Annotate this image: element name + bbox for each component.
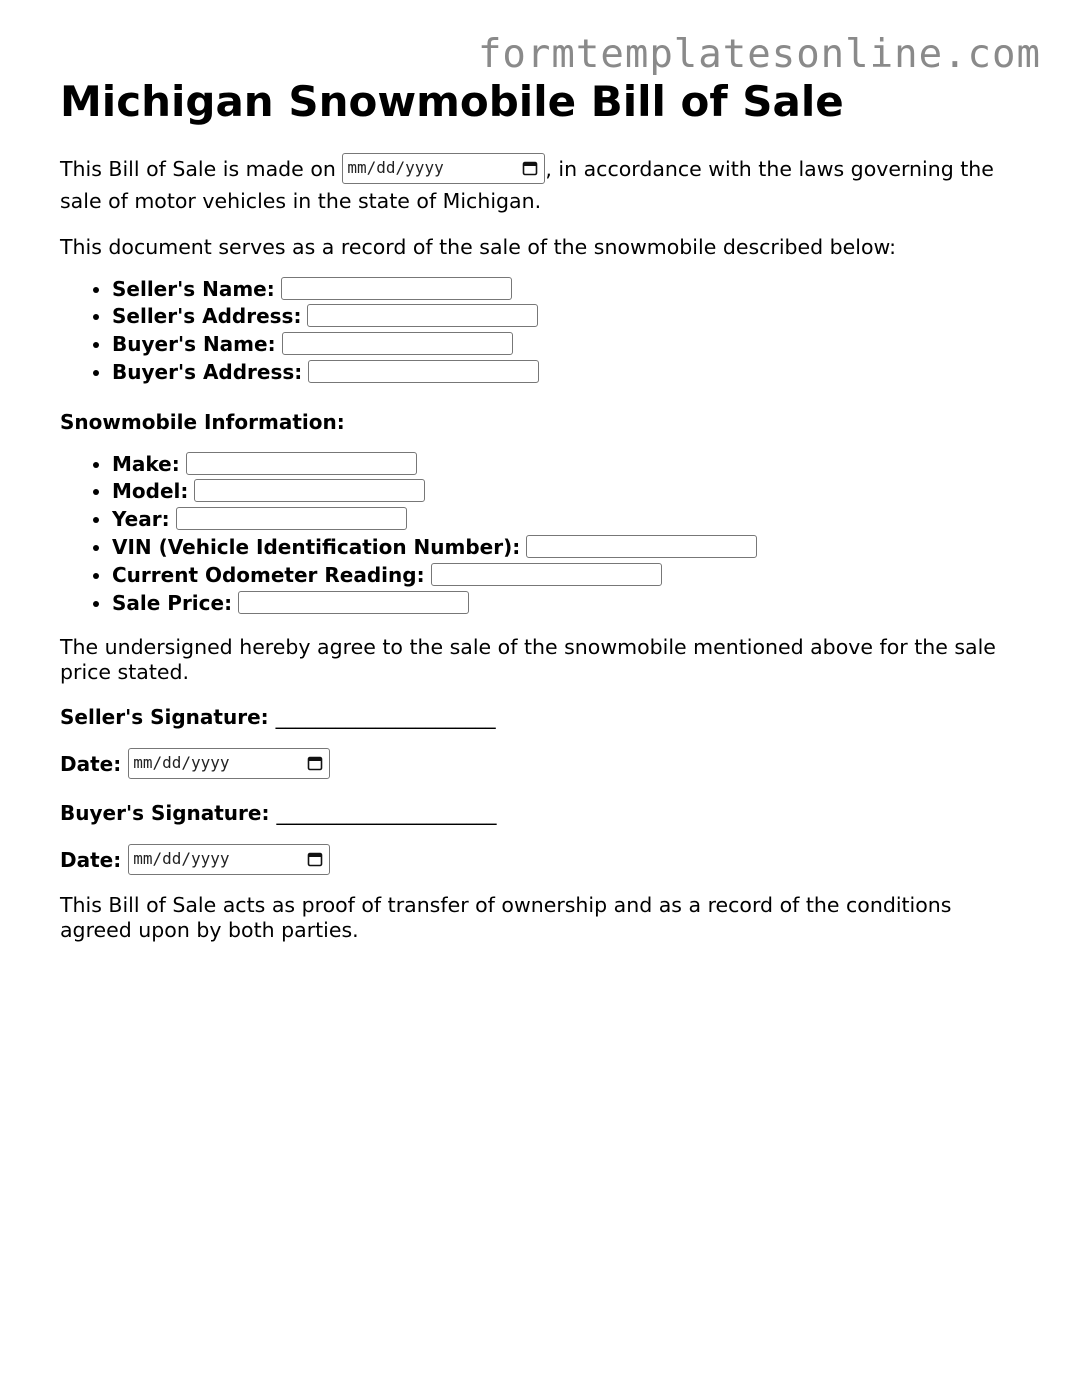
watermark: formtemplatesonline.com [477, 32, 1041, 77]
sale-date-input[interactable] [342, 153, 545, 184]
vin-input[interactable] [526, 535, 757, 558]
buyer-date-input[interactable] [128, 844, 330, 875]
intro-text-before: This Bill of Sale is made on [60, 157, 343, 181]
field-label: Seller's Name: [112, 276, 275, 301]
seller-date-placeholder: mm/dd/yyyy [133, 753, 230, 773]
odometer-input[interactable] [431, 563, 662, 586]
seller-signature-label: Seller's Signature: [60, 705, 269, 730]
snowmobile-section-heading: Snowmobile Information: [60, 409, 345, 434]
list-item [112, 303, 1020, 331]
model-input[interactable] [194, 479, 425, 502]
sale-price-input[interactable] [238, 591, 469, 614]
buyer-signature-row [60, 798, 1020, 828]
field-label: Year: [112, 507, 170, 532]
intro-paragraph [60, 154, 1020, 216]
buyer-date-row [60, 843, 1020, 877]
list-item [112, 590, 1020, 618]
intro-text-after: , in accordance with the laws governing the sale of motor vehicles in the state of Michigan. [60, 157, 994, 213]
record-paragraph: This document serves as a record of the sale of the snowmobile described below: [60, 234, 897, 259]
make-input[interactable] [186, 452, 417, 475]
bill-of-sale-form [60, 76, 1020, 943]
buyer-address-input[interactable] [308, 360, 539, 383]
field-label: Make: [112, 451, 180, 476]
seller-signature-row [60, 702, 1020, 732]
field-label: Current Odometer Reading: [112, 562, 425, 587]
buyer-signature-label: Buyer's Signature: [60, 801, 270, 826]
list-item [112, 276, 1020, 304]
seller-date-row [60, 747, 1020, 781]
snowmobile-list [60, 451, 1020, 618]
seller-signature-line[interactable]: ______________________ [275, 705, 496, 730]
calendar-icon[interactable] [307, 851, 323, 867]
page-title: Michigan Snowmobile Bill of Sale [60, 77, 844, 126]
sale-date-placeholder: mm/dd/yyyy [347, 157, 444, 177]
field-label: Sale Price: [112, 590, 233, 615]
list-item [112, 506, 1020, 534]
field-label: VIN (Vehicle Identification Number): [112, 535, 521, 560]
buyer-signature-line[interactable]: ______________________ [276, 801, 497, 826]
field-label: Buyer's Address: [112, 359, 303, 384]
year-input[interactable] [176, 507, 407, 530]
agreement-paragraph: The undersigned hereby agree to the sale of the snowmobile mentioned above for the sale price stated. [60, 635, 996, 685]
list-item [112, 478, 1020, 506]
list-item [112, 331, 1020, 359]
seller-date-input[interactable] [128, 748, 330, 779]
field-label: Buyer's Name: [112, 332, 276, 357]
buyer-date-label: Date: [60, 848, 122, 873]
seller-date-label: Date: [60, 752, 122, 777]
list-item [112, 359, 1020, 387]
seller-name-input[interactable] [281, 277, 512, 300]
field-label: Model: [112, 479, 189, 504]
calendar-icon[interactable] [307, 755, 323, 771]
list-item [112, 534, 1020, 562]
list-item [112, 562, 1020, 590]
seller-address-input[interactable] [307, 304, 538, 327]
buyer-date-placeholder: mm/dd/yyyy [133, 849, 230, 869]
list-item [112, 451, 1020, 479]
buyer-name-input[interactable] [282, 332, 513, 355]
calendar-icon[interactable] [522, 160, 538, 176]
field-label: Seller's Address: [112, 304, 302, 329]
parties-list [60, 276, 1020, 387]
closing-paragraph: This Bill of Sale acts as proof of transfer of ownership and as a record of the conditions agreed upon by both parties. [60, 893, 952, 943]
